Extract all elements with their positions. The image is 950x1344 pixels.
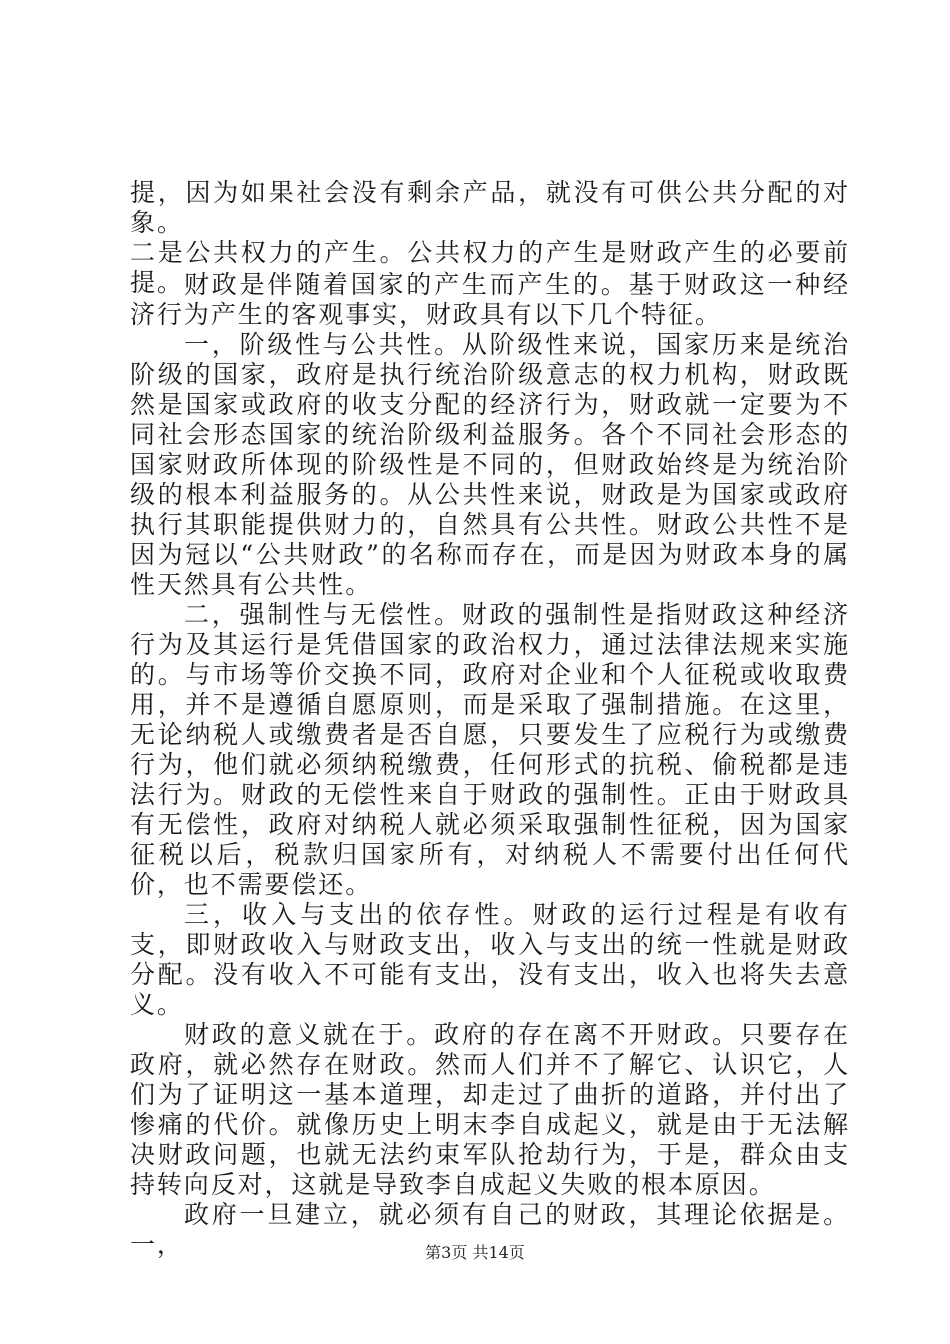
paragraph-origin-features: 财政是伴随着国家的产生而产生的。基于财政这一种经济行为产生的客观事实，财政具有以下几个特征。 — [130, 270, 850, 329]
paragraph-theory-basis: 政府一旦建立，就必须有自己的财政，其理论依据是。一， — [130, 1200, 850, 1259]
continued-line-2: 二是公共权力的产生。公共权力的产生是财政产生的必要前提。 — [130, 238, 850, 297]
paragraph-revenue-expenditure: 三，收入与支出的依存性。财政的运行过程是有收有支，即财政收入与财政支出，收入与支出的统一性就是财政分配。没有收入不可能有支出，没有支出，收入也将失去意义。 — [130, 900, 850, 1019]
continued-line-1: 提，因为如果社会没有剩余产品，就没有可供公共分配的对象。 — [130, 178, 850, 237]
body-text-block — [130, 270, 850, 1260]
paragraph-compulsory-and-free: 二，强制性与无偿性。财政的强制性是指财政这种经济行为及其运行是凭借国家的政治权力，通过法律法规来实施的。与市场等价交换不同，政府对企业和个人征税或收取费用，并不是遵循自愿原则，而是采取了强制措施。在这里，无论纳税人或缴费者是否自愿，只要发生了应税行为或缴费行为，他们就必须纳税缴费，任何形式的抗税、偷税都是违法行为。财政的无偿性来自于财政的强制性。正由于财政具有无偿性，政府对纳税人就必须采取强制性征税，因为国家征税以后，税款归国家所有，对纳税人不需要付出任何代价，也不需要偿还。 — [130, 600, 850, 899]
paragraph-significance: 财政的意义就在于。政府的存在离不开财政。只要存在政府，就必然存在财政。然而人们并不了解它、认识它，人们为了证明这一基本道理，却走过了曲折的道路，并付出了惨痛的代价。就像历史上明末李自成起义，就是由于无法解决财政问题，也就无法约束军队抢劫行为，于是，群众由支持转向反对，这就是导致李自成起义失败的根本原因。 — [130, 1020, 850, 1199]
paragraph-class-and-public: 一，阶级性与公共性。从阶级性来说，国家历来是统治阶级的国家，政府是执行统治阶级意志的权力机构，财政既然是国家或政府的收支分配的经济行为，财政就一定要为不同社会形态国家的统治阶级利益服务。各个不同社会形态的国家财政所体现的阶级性是不同的，但财政始终是为统治阶级的根本利益服务的。从公共性来说，财政是为国家或政府执行其职能提供财力的，自然具有公共性。财政公共性不是因为冠以“公共财政”的名称而存在，而是因为财政本身的属性天然具有公共性。 — [130, 330, 850, 599]
page-footer — [0, 1243, 950, 1263]
page-number-label: 第3页 共14页 — [425, 1243, 525, 1262]
